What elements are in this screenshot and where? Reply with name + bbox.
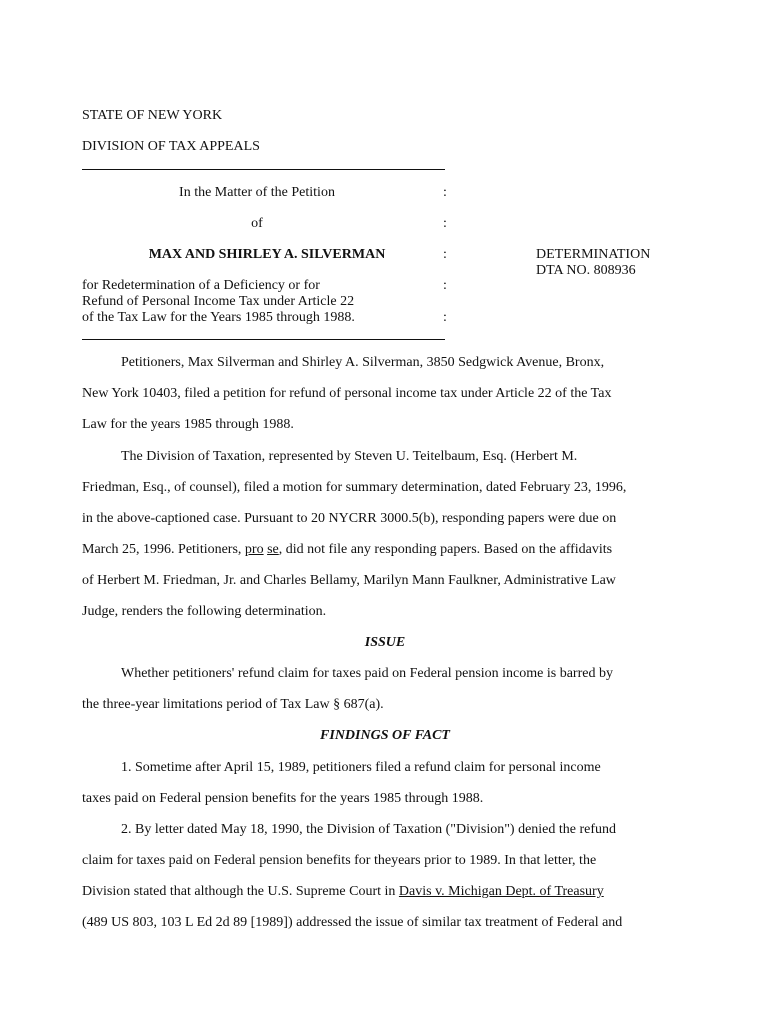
- paragraph-line: Whether petitioners' refund claim for taxes paid on Federal pension income is barred by: [121, 666, 613, 681]
- paragraph-line: Friedman, Esq., of counsel), filed a motion for summary determination, dated February 23, 1996,: [82, 480, 627, 495]
- paragraph-line: of Herbert M. Friedman, Jr. and Charles Bellamy, Marilyn Mann Faulkner, Administrative Law: [82, 573, 616, 588]
- text-run: Division stated that although the U.S. Supreme Court in: [82, 884, 399, 899]
- caption-purpose-line: of the Tax Law for the Years 1985 through 1988.: [82, 310, 355, 325]
- case-citation: Davis v. Michigan Dept. of Treasury: [398, 884, 604, 899]
- paragraph-line: taxes paid on Federal pension benefits for the years 1985 through 1988.: [82, 791, 484, 806]
- latin-term-pro: pro: [244, 542, 264, 557]
- court-state: STATE OF NEW YORK: [82, 108, 223, 123]
- document-type: DETERMINATION: [536, 247, 651, 262]
- caption-purpose-line: for Redetermination of a Deficiency or for: [82, 278, 320, 293]
- caption-purpose-line: Refund of Personal Income Tax under Article 22: [82, 294, 355, 309]
- text-run: , did not file any responding papers. Based on the affidavits: [278, 542, 613, 557]
- paragraph-line: in the above-captioned case. Pursuant to 20 NYCRR 3000.5(b), responding papers were due on: [82, 511, 617, 526]
- paragraph-line: the three-year limitations period of Tax Law § 687(a).: [82, 697, 384, 712]
- caption-parties: MAX AND SHIRLEY A. SILVERMAN: [148, 247, 386, 262]
- paragraph-line: Judge, renders the following determination.: [82, 604, 327, 619]
- issue-heading: ISSUE: [364, 635, 406, 650]
- paragraph-line: (489 US 803, 103 L Ed 2d 89 [1989]) addressed the issue of similar tax treatment of Federal and: [82, 915, 623, 930]
- paragraph-line: New York 10403, filed a petition for refund of personal income tax under Article 22 of the Tax: [82, 386, 612, 401]
- dta-number: DTA NO. 808936: [536, 263, 636, 278]
- paragraph-line: [82, 884, 604, 900]
- caption-top-rule: [82, 169, 445, 170]
- caption-matter: In the Matter of the Petition: [179, 185, 335, 200]
- caption-of: of: [251, 216, 263, 231]
- court-division: DIVISION OF TAX APPEALS: [82, 139, 260, 154]
- paragraph-line: [82, 542, 612, 558]
- caption-colon: :: [443, 185, 447, 200]
- caption-colon: :: [443, 310, 447, 325]
- caption-colon: :: [443, 247, 447, 262]
- paragraph-line: 2. By letter dated May 18, 1990, the Division of Taxation ("Division") denied the refund: [121, 822, 617, 837]
- paragraph-line: Petitioners, Max Silverman and Shirley A. Silverman, 3850 Sedgwick Avenue, Bronx,: [121, 355, 605, 370]
- latin-term-se: se: [267, 542, 279, 557]
- paragraph-line: 1. Sometime after April 15, 1989, petitioners filed a refund claim for personal income: [121, 760, 601, 775]
- text-run: March 25, 1996. Petitioners,: [82, 542, 245, 557]
- findings-heading: FINDINGS OF FACT: [320, 728, 450, 743]
- caption-bottom-rule: [82, 339, 445, 340]
- paragraph-line: claim for taxes paid on Federal pension benefits for theyears prior to 1989. In that letter, the: [82, 853, 597, 868]
- paragraph-line: Law for the years 1985 through 1988.: [82, 417, 294, 432]
- caption-colon: :: [443, 216, 447, 231]
- caption-colon: :: [443, 278, 447, 293]
- paragraph-line: The Division of Taxation, represented by Steven U. Teitelbaum, Esq. (Herbert M.: [121, 449, 578, 464]
